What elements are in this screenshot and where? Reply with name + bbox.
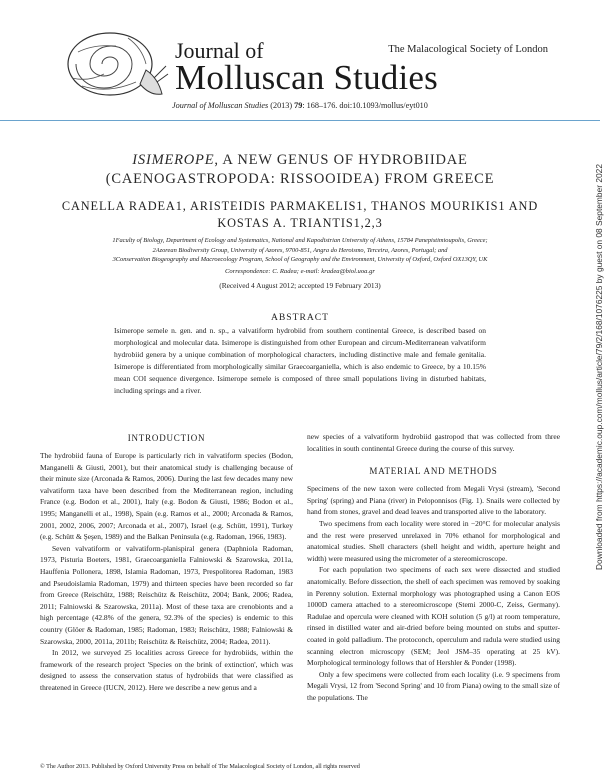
snail-logo-illustration <box>58 8 168 108</box>
intro-continued: new species of a valvatiform hydrobiid gastropod that was collected from three localities in south continental Greece during the course of this survey. <box>307 432 560 453</box>
journal-title-line1: Journal of <box>175 38 264 63</box>
intro-paragraph-1: The hydrobiid fauna of Europe is particularly rich in valvatiform species (Bodon, Manganelli & Giusti, 2001), but their anatomical study is challenging because of their minute size (Arconada & Ramos, 2006). During the last few decades many new valvatiform taxa have been described from the Mediterranean region, including France (e.g. Bodon et al., 2001), Italy (e.g. Bodon & Giusti, 1986; Bodon et al., 1995; Manganelli et al., 1998), Spain (e.g. Ramos et al., 2000; Arconada & Ramos, 2001, 2002, 2006, 2007; Arconada et al., 2007), Israel (e.g. Schütt, 1991), Turkey (e.g. Schütt & Şeşen, 1989) and the Balkan Peninsula (e.g. Radoman, 1966, 1983). <box>40 451 294 542</box>
methods-paragraph-4: Only a few specimens were collected from each locality (i.e. 9 specimens from Megali Vrysi, 12 from 'Second Spring' and 10 from Piana) owing to the small size of the populations. The <box>307 669 560 702</box>
right-column <box>307 431 560 703</box>
intro-paragraph-3: In 2012, we surveyed 25 localities across Greece for hydrobiids, within the framework of the research project 'Species on the brink of extinction', which was designed to assess the conservation status of hydrobiids that were classified as threatened in Greece (IUCN, 2012). Here we describe a new genus and a <box>40 648 293 692</box>
header-divider <box>0 120 600 121</box>
correspondence: Correspondence: C. Radea; e-mail: kradea@biol.uoa.gr <box>225 268 375 275</box>
affiliation-1: 1Faculty of Biology, Department of Ecology and Systematics, National and Kapodistrian University of Athens, 15784 Panepistimioupolis, Greece; <box>112 237 488 244</box>
citation-line: Journal of Molluscan Studies (2013) 79: 168–176. doi:10.1093/mollus/eyt010 <box>172 101 428 110</box>
journal-title-line2: Molluscan Studies <box>175 58 438 97</box>
article-title: ISIMEROPE, A NEW GENUS OF HYDROBIIDAE (CAENOGASTROPODA: RISSOOIDEA) FROM GREECE <box>105 152 495 187</box>
affiliation-2: 2Azorean Biodiversity Group, University of Azores, 9700-851, Angra do Heroismo, Terceira, Azores, Portugal; and <box>152 246 448 254</box>
intro-paragraph-2: Seven valvatiform or valvatiform-planispiral genera (Daphniola Radoman, 1973, Pisturia Boeters, 1981, Graecoarganiella Falniowski & Szarowska, 2011a, Hauffenia Pollonera, 1898, Islamia Radoman, 1973, Prespolitorea Radoman, 1983 and Pseudoislamia Radoman, 1979) and thirteen species have been recorded so far from Greece (Reischütz, 1988; Reischütz & Reischütz, 2004; Bank, 2006; Radea, 2011; Falniowski & Szarowska, 2011a). Most of these taxa are crenobionts and a high percentage (42.8% of the genera, 92.3% of the species) is endemic to this country (Glöer & Radoman, 1985; Radoman, 1983; Reischütz, 1988; Falniowski & Szarowska, 2000, 2011a, 2011b; Reischütz & Reischütz, 2004; Radea, 2011). <box>40 543 293 646</box>
methods-paragraph-1: Specimens of the new taxon were collected from Megali Vrysi (stream), 'Second Spring' (spring) and Piana (river) in Peloponnisos (Fig. 1). Snails were collected by hand from stones, gravel and dead leaves and transported alive to the laboratory. <box>307 484 560 517</box>
received-dates: (Received 4 August 2012; accepted 19 February 2013) <box>219 281 381 290</box>
methods-heading: MATERIAL AND METHODS <box>369 466 498 477</box>
left-column <box>40 433 293 693</box>
methods-paragraph-2: Two specimens from each locality were stored in −20°C for molecular analysis and the rest were preserved unrelaxed in 70% ethanol for morphological and anatomical studies. Shell characters (shell height and width, aperture height and width) were measured using the micrometer of a stereomicroscope. <box>307 518 560 563</box>
society-name: The Malacological Society of London <box>388 44 548 55</box>
abstract-heading: ABSTRACT <box>270 312 330 323</box>
download-note[interactable]: Downloaded from https://academic.oup.com/mollus/article/79/2/168/1076225 by guest on 08 September 2022 <box>594 164 604 570</box>
author-list: CANELLA RADEA1, ARISTEIDIS PARMAKELIS1, THANOS MOURIKIS1 AND KOSTAS A. TRIANTIS1,2,3 <box>61 199 539 230</box>
abstract-text: Isimerope semele n. gen. and n. sp., a valvatiform hydrobiid from southern continental Greece, is described based on morphological and molecular data. Isimerope is distinguished from other European and circum-Mediterranean valvatiform hydrobiid genera by a unique combination of morphological characters, including distinctive male and female genitalia. Isimerope is differentiated from morphologically similar Graecoarganiella, which is also endemic to Greece, by a 10.15% mean COI sequence divergence. Isimerope semele is composed of three small populations living in disturbed habitats, including springs and a river. <box>114 326 486 396</box>
affiliation-3: 3Conservation Biogeography and Macroecology Program, School of Geography and the Environment, University of Oxford, Oxford OX13QY, UK <box>112 256 488 263</box>
copyright-footer: © The Author 2013. Published by Oxford University Press on behalf of The Malacological Society of London, all rights reserved <box>40 763 360 770</box>
introduction-heading: INTRODUCTION <box>127 433 206 443</box>
methods-paragraph-3: For each population two specimens of each sex were dissected and studied anatomically. Before dissection, the shell of each specimen was removed by soaking in Perenny solution. External morphology was photographed using a Canon EOS 1000D camera attached to a stereomicroscope (Stemi 2000-C, Zeiss, Germany). Radulae and opercula were cleaned with KOH solution (5 g/l) at room temperature, rinsed in distilled water and air-dried before being mounted on stubs and sputter-coated in gold palladium. The protoconch, operculum and radula were studied using scanning electron microscopy (SEM; Jeol JSM–35 operating at 25 kV). Morphological terminology follows that of Hershler & Ponder (1998). <box>307 565 560 668</box>
affiliations <box>60 236 540 265</box>
